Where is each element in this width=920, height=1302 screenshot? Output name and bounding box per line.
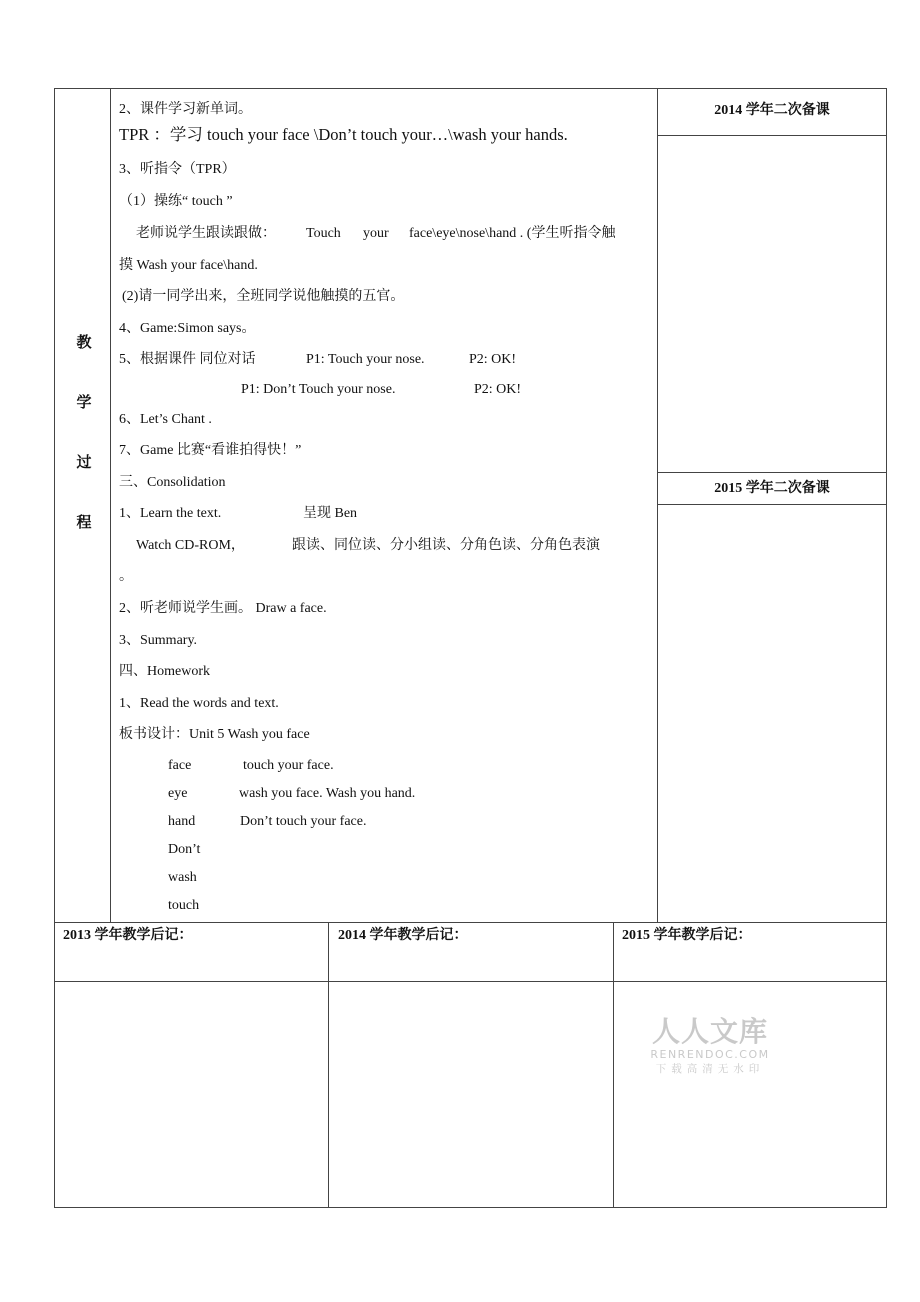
board-word: face — [168, 758, 192, 773]
table-right-border — [886, 88, 887, 1208]
side-label-char: 学 — [76, 395, 92, 411]
line-teacher-says-parts: face\eye\nose\hand . (学生听指令触 — [409, 226, 616, 241]
line-learn-text: 1、Learn the text. — [119, 506, 222, 521]
header-2014-review: 2014 学年二次备课 — [714, 103, 830, 118]
line-game-race: 7、Game 比赛“看谁拍得快！” — [119, 443, 302, 458]
line-simon-says: 4、Game:Simon says。 — [119, 321, 256, 336]
line-draw-face: 2、听老师说学生画。 Draw a face. — [119, 601, 327, 616]
board-word: wash — [168, 870, 197, 885]
footer-2015-notes: 2015 学年教学后记： — [622, 928, 752, 943]
line-classmate-touch: (2)请一同学出来，全班同学说他触摸的五官。 — [122, 289, 405, 304]
line-read-words: 1、Read the words and text. — [119, 696, 279, 711]
watermark-subtitle: 下载高清无水印 — [655, 1063, 765, 1075]
line-homework: 四、Homework — [119, 664, 210, 679]
line-pair-dialogue-p2: P2: OK! — [469, 352, 517, 367]
line-consolidation: 三、Consolidation — [119, 475, 226, 490]
line-teacher-says: 老师说学生跟读跟做： — [136, 226, 276, 241]
line-dont-touch-p1: P1: Don’t Touch your nose. — [241, 382, 396, 397]
board-word: eye — [168, 786, 188, 801]
line-practice-touch: （1）操练“ touch ” — [119, 194, 233, 209]
line-summary: 3、Summary. — [119, 633, 198, 648]
line-pair-dialogue: 5、根据课件 同位对话 — [119, 352, 256, 367]
table-bottom-border — [54, 1207, 887, 1208]
board-phrase: Don’t touch your face. — [240, 814, 367, 829]
side-label-char: 程 — [76, 515, 92, 531]
line-teacher-says-your: your — [363, 226, 389, 241]
line-present-ben: 呈现 Ben — [303, 506, 358, 521]
line-pair-dialogue-p1: P1: Touch your nose. — [306, 352, 425, 367]
footer-top-border — [54, 922, 887, 923]
line-reading-modes: 跟读、同位读、分小组读、分角色读、分角色表演 — [292, 538, 600, 553]
footer-col-divider-1 — [328, 922, 329, 1208]
line-board-design: 板书设计：Unit 5 Wash you face — [119, 727, 310, 742]
board-phrase: touch your face. — [243, 758, 334, 773]
side-label-char: 教 — [76, 335, 92, 351]
watermark-title: 人人文库 — [651, 1015, 768, 1048]
board-word: Don’t — [168, 842, 201, 857]
line-period: 。 — [119, 569, 133, 584]
right-header-2014-divider — [657, 135, 887, 136]
board-phrase: wash you face. Wash you hand. — [239, 786, 416, 801]
line-lets-chant: 6、Let’s Chant . — [119, 412, 212, 427]
header-2015-review: 2015 学年二次备课 — [714, 481, 830, 496]
board-word: touch — [168, 898, 200, 913]
footer-col-divider-2 — [613, 922, 614, 1208]
line-tpr: TPR ：学习 touch your face \Don’t touch your…\wash your hands. — [119, 125, 568, 144]
line-new-words: 2、课件学习新单词。 — [119, 102, 252, 117]
table-top-border — [54, 88, 887, 89]
board-word: hand — [168, 814, 196, 829]
line-listen-instructions: 3、听指令（TPR） — [119, 162, 236, 177]
watermark-logo — [645, 1016, 775, 1076]
main-right-divider — [657, 88, 658, 923]
footer-2014-notes: 2014 学年教学后记： — [338, 928, 468, 943]
line-teacher-says-touch: Touch — [306, 226, 341, 241]
side-label-char: 过 — [76, 455, 92, 471]
footer-header-divider — [54, 981, 887, 982]
line-watch-cdrom: Watch CD-ROM， — [136, 538, 245, 553]
line-wash-face: 摸 Wash your face\hand. — [119, 258, 258, 273]
footer-2013-notes: 2013 学年教学后记： — [63, 928, 193, 943]
table-left-border — [54, 88, 55, 1208]
right-header-2015-bottom — [657, 504, 887, 505]
right-header-2015-top — [657, 472, 887, 473]
line-dont-touch-p2: P2: OK! — [474, 382, 522, 397]
watermark-url: RENRENDOC.COM — [650, 1048, 770, 1061]
side-label-divider — [110, 88, 111, 923]
